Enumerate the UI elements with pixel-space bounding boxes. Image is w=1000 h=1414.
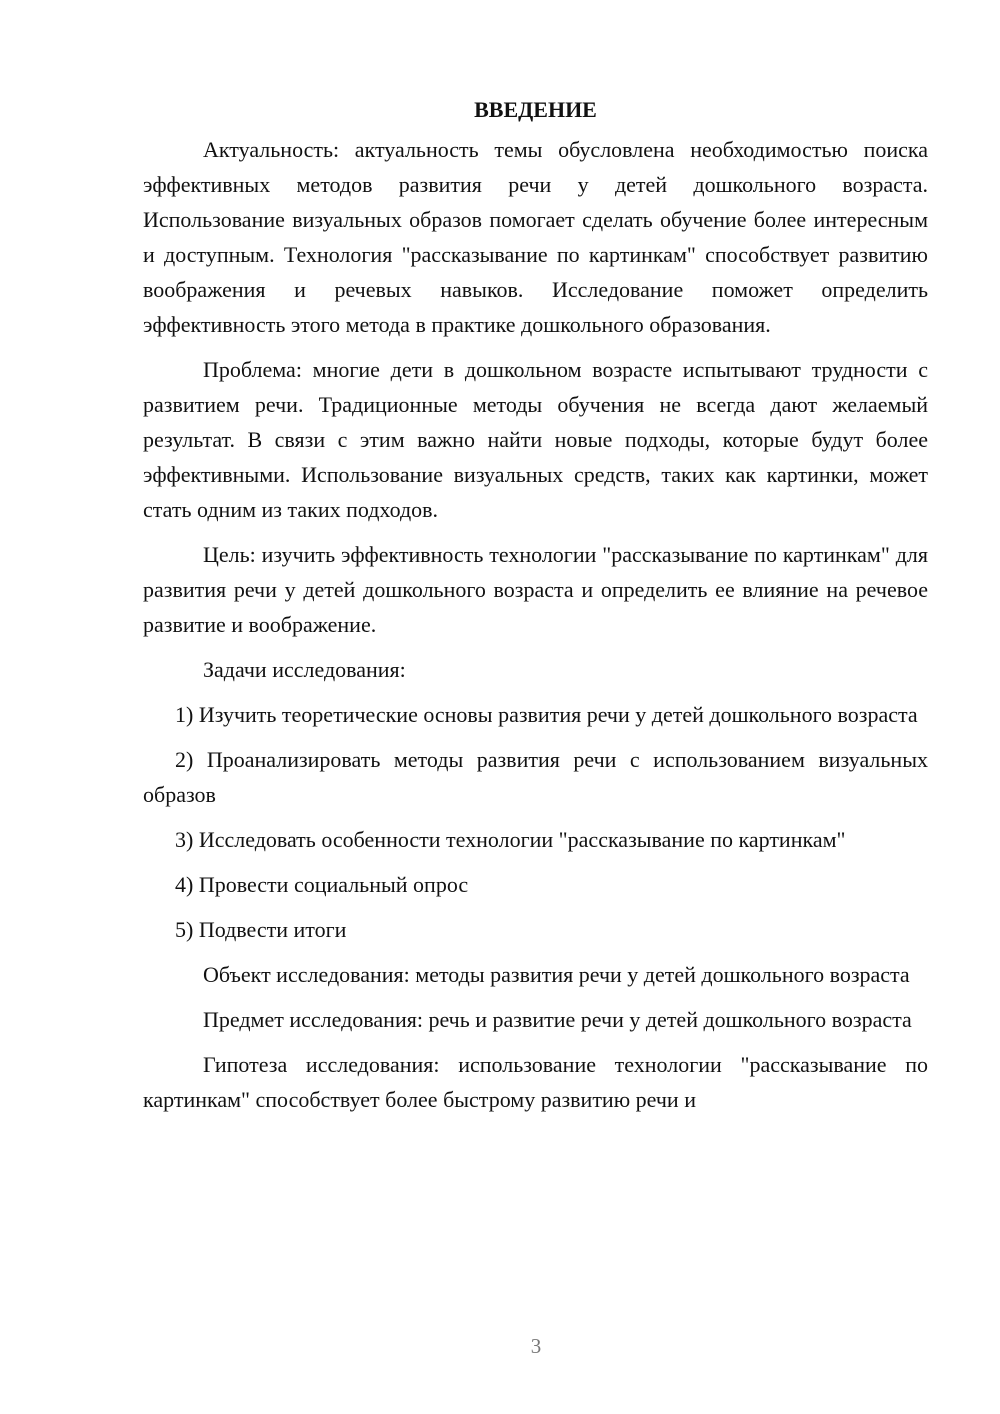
paragraph-subject: Предмет исследования: речь и развитие речи у детей дошкольного возраста: [203, 1007, 912, 1032]
task-item: 4) Провести социальный опрос: [175, 872, 469, 897]
paragraph-problem: Проблема: многие дети в дошкольном возрасте испытывают трудности с развитием речи. Традиционные методы обучения не всегда дают желаемый результат. В связи с этим важно найти новые подходы, которые будут более эффективными. Использование визуальных средств, таких как картинки, может стать одним из таких подходов.: [143, 357, 928, 522]
paragraph-relevance: Актуальность: актуальность темы обусловлена необходимостью поиска эффективных методов развития речи у детей дошкольного возраста. Использование визуальных образов помогает сделать обучение более интересным и доступным. Технология "рассказывание по картинкам" способствует развитию воображения и речевых навыков. Исследование поможет определить эффективность этого метода в практике дошкольного образования.: [143, 137, 928, 337]
paragraph-object: Объект исследования: методы развития речи у детей дошкольного возраста: [203, 962, 910, 987]
page-content: [143, 92, 928, 1117]
task-item: 5) Подвести итоги: [175, 917, 347, 942]
page-title: ВВЕДЕНИЕ: [474, 97, 597, 122]
paragraph-hypothesis: Гипотеза исследования: использование технологии "рассказывание по картинкам" способствует более быстрому развитию речи и: [143, 1052, 928, 1112]
paragraph-goal: Цель: изучить эффективность технологии "рассказывание по картинкам" для развития речи у детей дошкольного возраста и определить ее влияние на речевое развитие и воображение.: [143, 542, 928, 637]
page-number: 3: [530, 1334, 542, 1358]
task-item: 2) Проанализировать методы развития речи с использованием визуальных образов: [143, 747, 928, 807]
task-item: 1) Изучить теоретические основы развития речи у детей дошкольного возраста: [175, 702, 918, 727]
task-item: 3) Исследовать особенности технологии "рассказывание по картинкам": [175, 827, 846, 852]
tasks-heading: Задачи исследования:: [203, 657, 406, 682]
